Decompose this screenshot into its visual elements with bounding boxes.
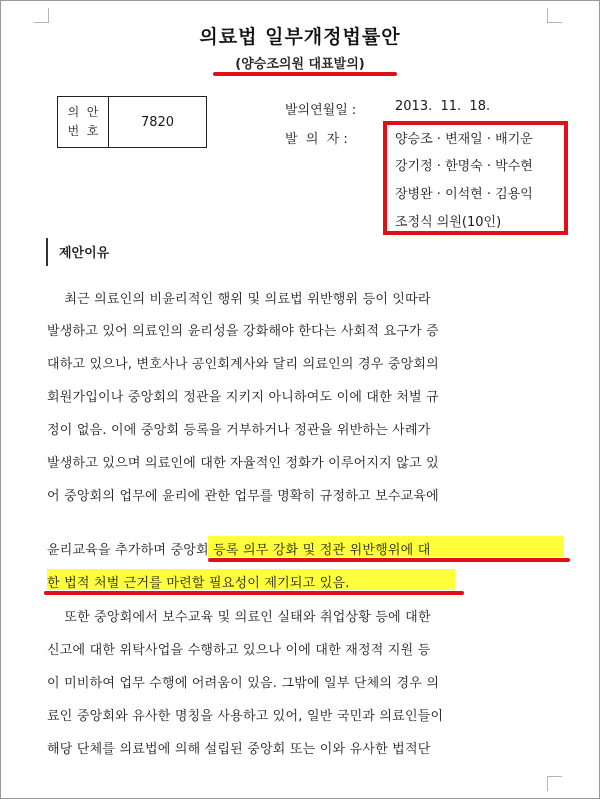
member-line: 장병완 · 이석현 · 김용익 <box>395 187 533 202</box>
red-underline-annotation <box>213 72 397 76</box>
body-text-line: 료인 중앙회와 유사한 명칭을 사용하고 있어, 일반 국민과 의료인들이 <box>47 709 444 724</box>
bill-header-line: 의 안 <box>67 105 99 119</box>
red-underline-annotation <box>44 591 464 595</box>
date-value: 2013. 11. 18. <box>395 99 491 114</box>
member-line: 강기정 · 한명숙 · 박수현 <box>395 159 533 174</box>
body-text-line: 정이 없음. 이에 중앙회 등록을 거부하거나 정관을 위반하는 사례가 <box>47 423 431 438</box>
margin-corner-mark <box>34 8 49 23</box>
body-text-line: 회원가입이나 중앙회의 정관을 지키지 아니하여도 이에 대한 처벌 규 <box>47 390 439 405</box>
red-underline-annotation <box>208 558 570 562</box>
body-text-line: 윤리교육을 추가하며 중앙회 등록 의무 강화 및 정관 위반행위에 대 <box>47 543 431 558</box>
member-line: 양승조 · 변재일 · 배기운 <box>395 132 533 147</box>
body-text-line: 한 법적 처벌 근거를 마련할 필요성이 제기되고 있음. <box>47 576 350 591</box>
bill-number-value: 7820 <box>140 114 175 130</box>
margin-corner-mark <box>547 776 562 791</box>
margin-corner-mark <box>547 8 562 23</box>
body-text-line: 발생하고 있어 의료인의 윤리성을 강화해야 한다는 사회적 요구가 증 <box>47 324 439 339</box>
section-marker <box>46 238 48 266</box>
body-text-line: 발생하고 있으며 의료인에 대한 자율적인 정화가 이루어지지 않고 있 <box>47 456 439 471</box>
member-line: 조정식 의원(10인) <box>395 215 502 230</box>
body-text-line: 어 중앙회의 업무에 윤리에 관한 업무를 명확히 규정하고 보수교육에 <box>47 489 439 504</box>
proposer-label: 발 의 자 : <box>285 132 348 147</box>
section-heading: 제안이유 <box>59 246 110 261</box>
bill-header-line: 번 호 <box>67 124 99 138</box>
body-text-line: 또한 중앙회에서 보수교육 및 의료인 실태와 취업상황 등에 대한 <box>47 610 431 625</box>
body-text-line: 해당 단체를 의료법에 의해 설립된 중앙회 또는 이와 유사한 법적단 <box>47 742 431 757</box>
body-text-line: 이 미비하여 업무 수행에 어려움이 있음. 그밖에 일부 단체의 경우 의 <box>47 676 440 691</box>
date-label: 발의연월일 : <box>285 103 357 118</box>
body-text-line: 대하고 있으나, 변호사나 공인회계사와 달리 의료인의 경우 중앙회의 <box>47 357 439 372</box>
document-title: 의료법 일부개정법률안 <box>199 26 401 48</box>
body-text-line: 신고에 대한 위탁사업을 수행하고 있으나 이에 대한 재정적 지원 등 <box>47 643 431 658</box>
proposer-subtitle: (양승조의원 대표발의) <box>235 57 365 72</box>
body-text-line: 최근 의료인의 비윤리적인 행위 및 의료법 위반행위 등이 잇따라 <box>47 292 431 307</box>
bill-number-table <box>57 96 207 148</box>
bill-number-header <box>58 97 109 147</box>
